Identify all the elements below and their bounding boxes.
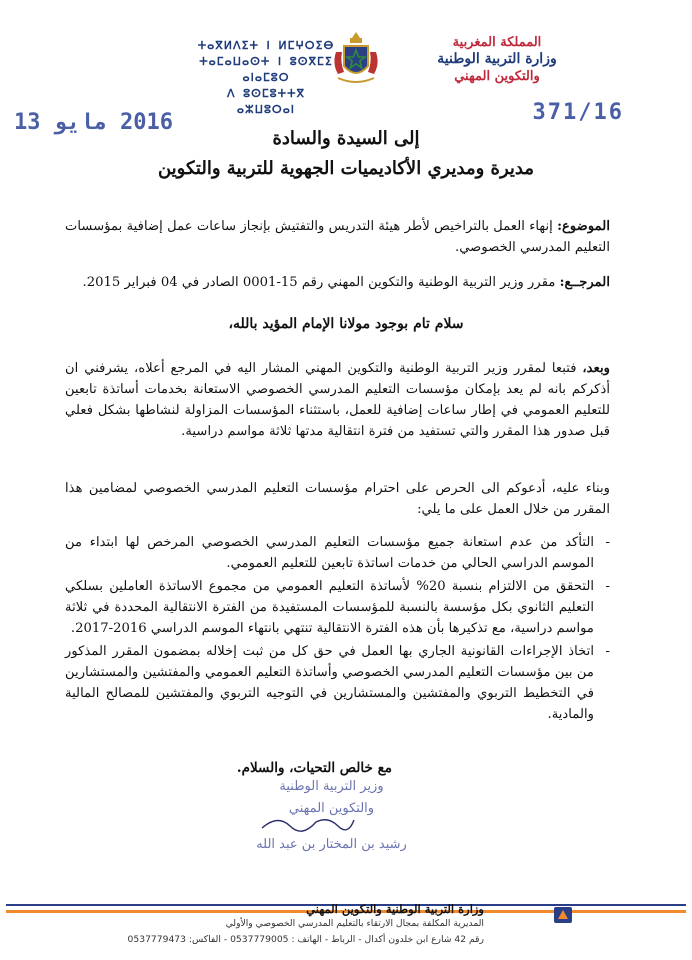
letterhead-tifinagh-line2: ⵜⴰⵎⴰⵡⴰⵙⵜ ⵏ ⵓⵙⴳⵎⵉ ⴰⵏⴰⵎⵓⵔ: [199, 55, 333, 84]
footer-ministry: وزارة التربية الوطنية والتكوين المهني: [306, 902, 484, 916]
footer-address: رقم 42 شارع ابن خلدون أكدال - الرباط - الهاتف : 0537779005 - الفاكس: 0537779473: [127, 934, 484, 945]
footer-department: المديرية المكلفة بمجال الارتقاء بالتعليم المدرسي الخصوصي والأولي: [225, 918, 484, 929]
reference-text: مقرر وزير التربية الوطنية والتكوين المهني رقم 15-0001 الصادر في 04 فبراير 2015.: [82, 275, 556, 290]
letterhead-kingdom: المملكة المغربية: [452, 35, 542, 50]
subject-label: الموضوع:: [557, 219, 610, 234]
subject-text: إنهاء العمل بالتراخيص لأطر هيئة التدريس والتفتيش بإنجاز ساعات عمل إضافية بمؤسسات التعليم المدرسي الخصوصي.: [65, 219, 610, 255]
paragraph-1-text: فتبعا لمقرر وزير التربية الوطنية والتكوين المهني المشار اليه في المرجع أعلاه، يشرفني ان أذكركم بانه لم يعد بإمكان مؤسسات التعليم المدرسي الخصوصي الاستعانة بخدمات أساتذة تابعين للتعليم العمومي في إطار ساعات إضافية للعمل، باستثناء المؤسسات المزاولة لنشاطها بشكل فعلي قبل صدور هذا المقرر والتي تستفيد من فترة انتقالية مدتها ثلاثة مواسم دراسية.: [65, 361, 610, 439]
letterhead-ministry: وزارة التربية الوطنية: [437, 51, 557, 67]
handwritten-signature-icon: [258, 812, 358, 836]
ministry-logo-icon: [552, 904, 574, 926]
reference-number-stamp: 371/16: [532, 100, 624, 125]
bullet-list: [65, 532, 610, 727]
bullet-item-1: - التأكد من عدم استعانة جميع مؤسسات التعليم المدرسي الخصوصي المرخص لها ابتداء من الموسم الدراسي الحالي من خدمات اساتذة تابعين للتعليم العمومي.: [65, 532, 610, 574]
signature-title-1: وزير التربية الوطنية: [279, 779, 384, 794]
recipient-line-2: مديرة ومديري الأكاديميات الجهوية للتربية والتكوين: [157, 158, 535, 179]
letterhead-tifinagh-line1: ⵜⴰⴳⵍⴷⵉⵜ ⵏ ⵍⵎⵖⵔⵉⴱ: [197, 39, 335, 52]
paragraph-1-lead: وبعد،: [582, 361, 610, 376]
letterhead-ministry-2: والتكوين المهني: [454, 69, 540, 84]
paragraph-1: [65, 358, 610, 442]
greeting: سلام تام بوجود مولانا الإمام المؤيد بالله،: [228, 316, 464, 332]
signature-name: رشيد بن المختار بن عبد الله: [256, 837, 407, 852]
subject-block: [65, 216, 610, 258]
date-stamp: 2016 مايو 13: [14, 110, 173, 135]
bullet-item-2: - التحقق من الالتزام بنسبة 20% لأساتذة التعليم العمومي من مجموع الاساتذة العاملين بسلكي التعليم الثانوي بكل مؤسسة بالنسبة للمؤسسات المستفيدة من الفترة الانتقالية المحددة في ثلاثة مواسم دراسية، مع تذكيرها بأن هذه الفترة الانتقالية تنتهي بانتهاء الموسم الدراسي 2016-2017.: [65, 576, 610, 639]
kingdom-emblem-icon: [328, 28, 384, 86]
reference-label: المرجــع:: [559, 275, 610, 290]
letterhead-tifinagh: [196, 38, 336, 118]
signature-title-2: والتكوين المهني: [288, 801, 375, 816]
letterhead-tifinagh-line3: ⴷ ⵓⵙⵎⵓⵜⵜⴳ ⴰⵣⵡⵓⵔⴰⵏ: [226, 87, 306, 116]
bullet-item-3: - اتخاذ الإجراءات القانونية الجاري بها العمل في حق كل من ثبت إخلاله بمضمون المقرر المذكور من بين مؤسسات التعليم المدرسي الخصوصي وأساتذة التعليم العمومي والمفتشين والمستشارين في التخطيط التربوي والمفتشين والمستشارين في التوجيه التربوي والمفتشين للمصالح المالية والمادية.: [65, 641, 610, 725]
paragraph-2: وبناء عليه، أدعوكم الى الحرص على احترام مؤسسات التعليم المدرسي الخصوصي لمضامين هذا المقرر من خلال العمل على ما يلي:: [65, 481, 610, 517]
letterhead-arabic: [422, 34, 572, 85]
recipient-line-1: إلى السيدة والسادة: [272, 128, 420, 149]
closing-line: مع خالص التحيات، والسلام.: [236, 760, 392, 776]
reference-block: [65, 272, 610, 293]
